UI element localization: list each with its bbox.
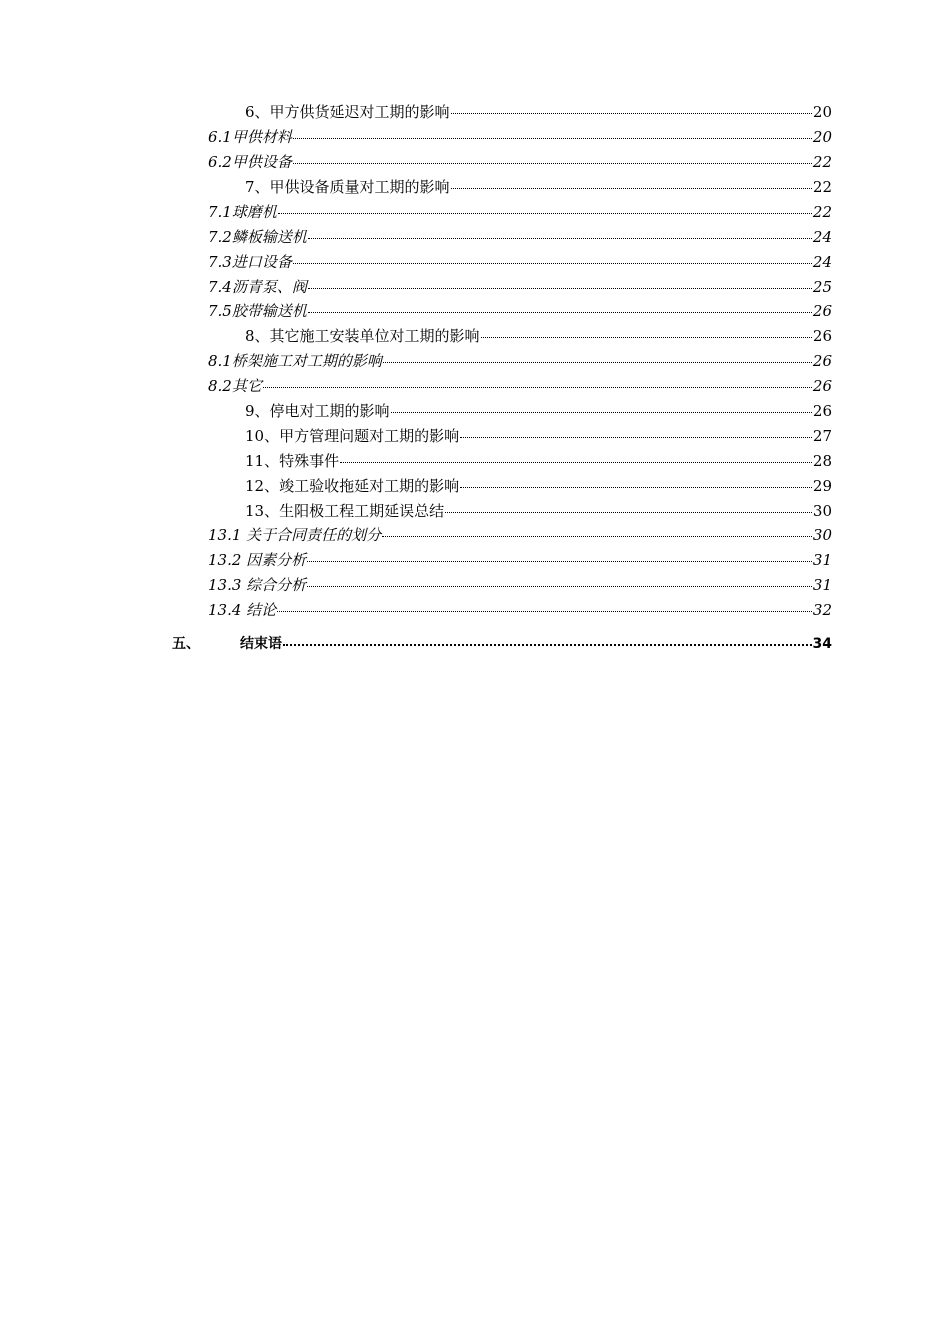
toc-entry-page: 20 (812, 128, 832, 146)
toc-leader-dots (308, 312, 812, 313)
toc-chapter-number: 五、 (172, 636, 200, 652)
toc-entry-title: 9、停电对工期的影响 (245, 402, 390, 420)
toc-entry[interactable] (0, 425, 832, 447)
toc-leader-dots (382, 536, 812, 537)
toc-entry-title: 13、生阳极工程工期延误总结 (245, 502, 445, 520)
toc-entry[interactable] (0, 300, 832, 322)
toc-entry-page: 31 (812, 551, 832, 569)
toc-entry-title: 13.4 结论 (208, 601, 277, 619)
toc-entry-page: 29 (812, 477, 832, 495)
toc-leader-dots (308, 288, 812, 289)
toc-entry-title: 13.3 综合分析 (208, 576, 307, 594)
toc-leader-dots (283, 644, 812, 646)
toc-entry-title: 13.2 因素分析 (208, 551, 307, 569)
toc-entry-page: 26 (812, 352, 832, 370)
toc-entry-title: 结束语 (240, 636, 282, 652)
toc-entry[interactable] (0, 176, 832, 198)
toc-entry[interactable] (0, 574, 832, 596)
toc-leader-dots (293, 263, 812, 264)
toc-entry-page: 30 (812, 502, 832, 520)
toc-entry-title: 13.1 关于合同责任的划分 (208, 526, 382, 544)
toc-entry[interactable] (0, 276, 832, 298)
toc-leader-dots (391, 412, 812, 413)
toc-leader-dots (307, 561, 812, 562)
toc-entry-page: 26 (812, 377, 832, 395)
toc-entry-title: 12、竣工验收拖延对工期的影响 (245, 477, 460, 495)
toc-entry[interactable] (0, 524, 832, 546)
toc-entry[interactable] (0, 126, 832, 148)
toc-entry-page: 25 (812, 278, 832, 296)
toc-entry-title: 11、特殊事件 (245, 452, 340, 470)
toc-entry-page: 22 (812, 178, 832, 196)
toc-entry[interactable] (0, 400, 832, 422)
toc-entry-page: 31 (812, 576, 832, 594)
toc-entry[interactable] (0, 350, 832, 372)
toc-leader-dots (451, 188, 812, 189)
toc-entry-title: 10、甲方管理问题对工期的影响 (245, 427, 460, 445)
toc-entry-page: 22 (812, 203, 832, 221)
toc-entry-page: 24 (812, 253, 832, 271)
toc-entry-title: 6、甲方供货延迟对工期的影响 (245, 103, 450, 121)
toc-leader-dots (278, 213, 812, 214)
toc-entry-page: 22 (812, 153, 832, 171)
toc-entry-page: 28 (812, 452, 832, 470)
toc-entry-page: 27 (812, 427, 832, 445)
toc-entry-page: 26 (812, 402, 832, 420)
toc-entry-title: 8、其它施工安装单位对工期的影响 (245, 327, 480, 345)
toc-entry-title: 7.1球磨机 (208, 203, 277, 221)
toc-entry[interactable] (0, 475, 832, 497)
toc-leader-dots (340, 462, 812, 463)
toc-leader-dots (451, 113, 812, 114)
toc-entry[interactable] (0, 599, 832, 621)
toc-entry-title: 8.2其它 (208, 377, 262, 395)
toc-entry[interactable] (0, 375, 832, 397)
toc-leader-dots (263, 387, 812, 388)
toc-leader-dots (308, 238, 812, 239)
toc-entry-title: 7.5胶带输送机 (208, 302, 307, 320)
toc-leader-dots (481, 337, 812, 338)
toc-entry-title: 7.3进口设备 (208, 253, 292, 271)
toc-entry[interactable] (0, 549, 832, 571)
toc-entry[interactable] (0, 101, 832, 123)
toc-entry[interactable] (0, 226, 832, 248)
toc-leader-dots (293, 163, 812, 164)
toc-entry-page: 26 (812, 327, 832, 345)
toc-entry-title: 7.4沥青泵、阀 (208, 278, 307, 296)
toc-entry-title: 7.2鳞板输送机 (208, 228, 307, 246)
toc-leader-dots (307, 586, 812, 587)
toc-leader-dots (383, 362, 812, 363)
toc-leader-dots (277, 611, 812, 612)
toc-entry-title: 7、甲供设备质量对工期的影响 (245, 178, 450, 196)
toc-entry[interactable] (0, 251, 832, 273)
toc-entry-page: 30 (812, 526, 832, 544)
toc-entry-chapter[interactable] (0, 633, 832, 655)
toc-entry-page: 24 (812, 228, 832, 246)
toc-leader-dots (293, 138, 812, 139)
toc-entry[interactable] (0, 325, 832, 347)
toc-entry[interactable] (0, 450, 832, 472)
toc-entry[interactable] (0, 201, 832, 223)
toc-entry-title: 6.1甲供材料 (208, 128, 292, 146)
toc-entry-page: 20 (812, 103, 832, 121)
toc-entry[interactable] (0, 500, 832, 522)
toc-leader-dots (445, 512, 812, 513)
toc-leader-dots (460, 437, 812, 438)
toc-entry-page: 26 (812, 302, 832, 320)
toc-entry-title: 6.2甲供设备 (208, 153, 292, 171)
toc-entry-page: 32 (812, 601, 832, 619)
toc-entry[interactable] (0, 151, 832, 173)
toc-entry-title: 8.1桥架施工对工期的影响 (208, 352, 382, 370)
toc-leader-dots (460, 487, 812, 488)
toc-entry-page: 34 (812, 636, 832, 652)
